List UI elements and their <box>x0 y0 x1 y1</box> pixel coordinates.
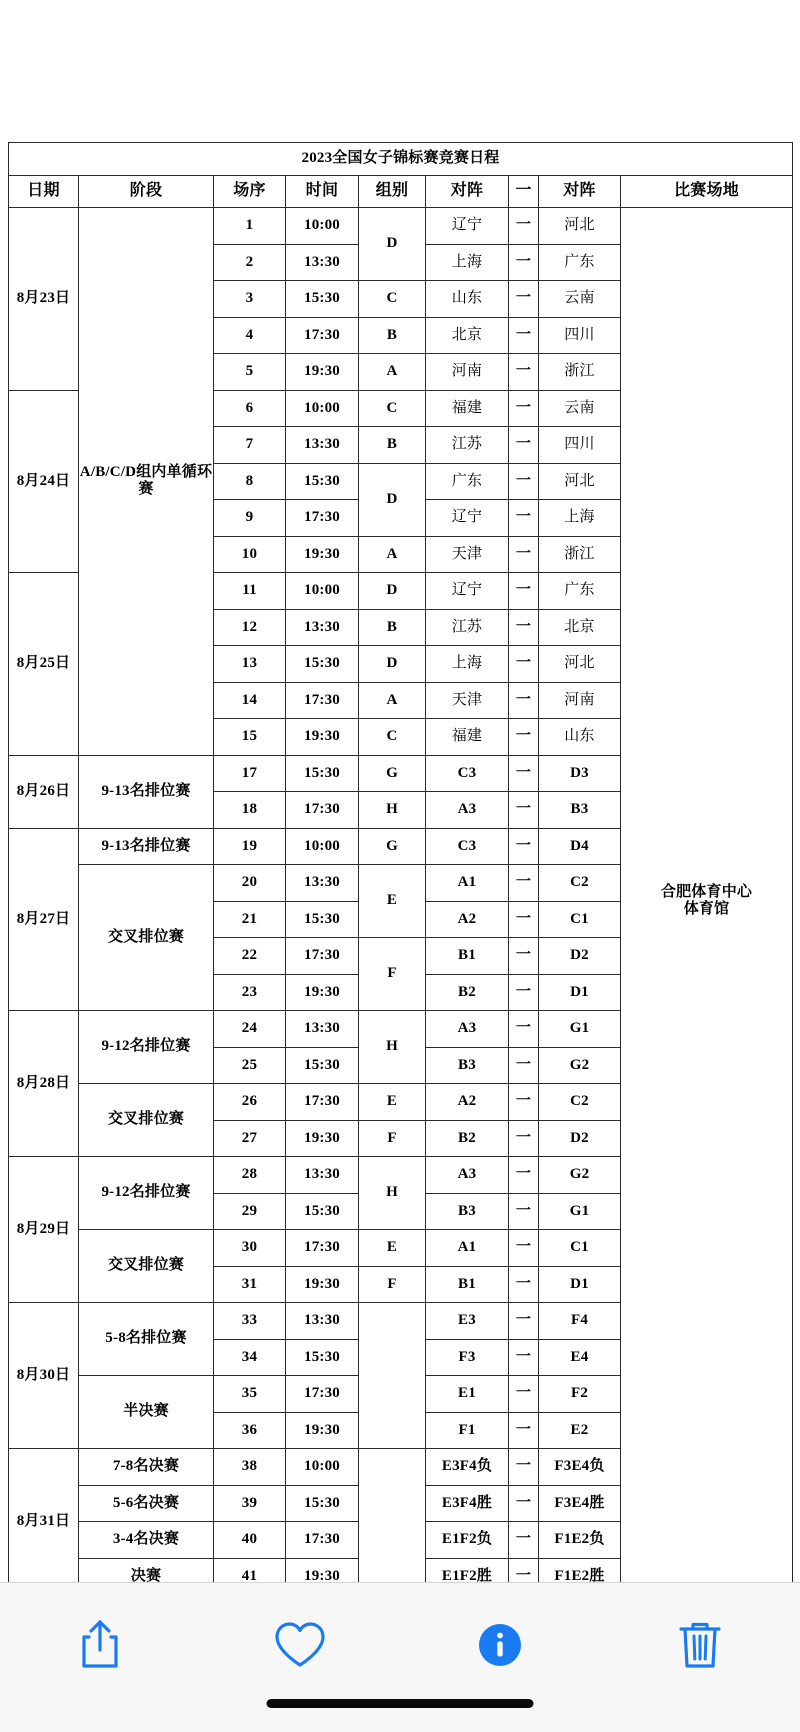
team-left: F1 <box>426 1412 509 1449</box>
team-right: E2 <box>539 1412 621 1449</box>
match-no: 34 <box>214 1339 286 1376</box>
team-left: C3 <box>426 828 509 865</box>
dash-cell: 一 <box>509 1522 539 1559</box>
team-left: 福建 <box>426 390 509 427</box>
bottom-toolbar <box>0 1582 800 1732</box>
match-time: 13:30 <box>286 427 359 464</box>
date-cell: 8月30日 <box>9 1303 79 1449</box>
date-cell: 8月26日 <box>9 755 79 828</box>
date-cell: 8月28日 <box>9 1011 79 1157</box>
group-cell: H <box>359 1011 426 1084</box>
group-cell: C <box>359 390 426 427</box>
column-header-dash: 一 <box>509 176 539 208</box>
dash-cell: 一 <box>509 1084 539 1121</box>
group-cell: F <box>359 1120 426 1157</box>
dash-cell: 一 <box>509 1011 539 1048</box>
dash-cell: 一 <box>509 1047 539 1084</box>
match-time: 13:30 <box>286 244 359 281</box>
match-no: 28 <box>214 1157 286 1194</box>
group-cell <box>359 1303 426 1449</box>
match-time: 15:30 <box>286 463 359 500</box>
team-left: 辽宁 <box>426 500 509 537</box>
group-cell <box>359 1449 426 1583</box>
match-time: 19:30 <box>286 1266 359 1303</box>
delete-button[interactable] <box>660 1612 740 1678</box>
match-time: 10:00 <box>286 208 359 245</box>
stage-cell: 决赛 <box>79 1558 214 1582</box>
match-time: 10:00 <box>286 828 359 865</box>
team-right: D1 <box>539 974 621 1011</box>
stage-cell: 9-12名排位赛 <box>79 1011 214 1084</box>
stage-cell: 5-8名排位赛 <box>79 1303 214 1376</box>
group-cell: C <box>359 281 426 318</box>
match-time: 19:30 <box>286 536 359 573</box>
venue-line-1: 合肥体育中心 <box>660 883 753 900</box>
match-no: 31 <box>214 1266 286 1303</box>
match-no: 26 <box>214 1084 286 1121</box>
team-left: B3 <box>426 1193 509 1230</box>
match-no: 11 <box>214 573 286 610</box>
match-no: 3 <box>214 281 286 318</box>
group-cell: G <box>359 755 426 792</box>
match-no: 6 <box>214 390 286 427</box>
match-no: 23 <box>214 974 286 1011</box>
team-left: 江苏 <box>426 427 509 464</box>
team-left: 上海 <box>426 244 509 281</box>
match-no: 5 <box>214 354 286 391</box>
match-time: 19:30 <box>286 974 359 1011</box>
dash-cell: 一 <box>509 390 539 427</box>
dash-cell: 一 <box>509 719 539 756</box>
dash-cell: 一 <box>509 281 539 318</box>
table-row <box>9 208 793 245</box>
match-no: 30 <box>214 1230 286 1267</box>
team-right: G2 <box>539 1157 621 1194</box>
column-header-team-right: 对阵 <box>539 176 621 208</box>
team-right: C2 <box>539 1084 621 1121</box>
match-time: 13:30 <box>286 1303 359 1340</box>
stage-cell: A/B/C/D组内单循环赛 <box>79 208 214 756</box>
team-left: A2 <box>426 1084 509 1121</box>
toolbar-actions <box>0 1605 800 1685</box>
team-right: 河北 <box>539 646 621 683</box>
column-header-stage: 阶段 <box>79 176 214 208</box>
dash-cell: 一 <box>509 1230 539 1267</box>
team-left: C3 <box>426 755 509 792</box>
dash-cell: 一 <box>509 1120 539 1157</box>
date-cell: 8月31日 <box>9 1449 79 1583</box>
team-left: 福建 <box>426 719 509 756</box>
column-header-time: 时间 <box>286 176 359 208</box>
group-cell: B <box>359 317 426 354</box>
match-no: 29 <box>214 1193 286 1230</box>
group-cell: D <box>359 463 426 536</box>
match-no: 15 <box>214 719 286 756</box>
dash-cell: 一 <box>509 609 539 646</box>
group-cell: A <box>359 682 426 719</box>
team-right: B3 <box>539 792 621 829</box>
dash-cell: 一 <box>509 1449 539 1486</box>
team-right: 上海 <box>539 500 621 537</box>
match-time: 15:30 <box>286 1193 359 1230</box>
match-time: 17:30 <box>286 1084 359 1121</box>
stage-cell: 半决赛 <box>79 1376 214 1449</box>
dash-cell: 一 <box>509 317 539 354</box>
info-icon <box>476 1621 524 1669</box>
stage-cell: 交叉排位赛 <box>79 865 214 1011</box>
column-header-venue: 比赛场地 <box>621 176 793 208</box>
dash-cell: 一 <box>509 865 539 902</box>
team-left: E3F4胜 <box>426 1485 509 1522</box>
team-right: F4 <box>539 1303 621 1340</box>
venue-line-2: 体育馆 <box>683 901 730 917</box>
match-no: 38 <box>214 1449 286 1486</box>
team-right: G1 <box>539 1193 621 1230</box>
team-right: C1 <box>539 1230 621 1267</box>
share-button[interactable] <box>60 1612 140 1678</box>
team-right: F1E2胜 <box>539 1558 621 1582</box>
date-cell: 8月29日 <box>9 1157 79 1303</box>
match-time: 17:30 <box>286 1522 359 1559</box>
match-time: 19:30 <box>286 719 359 756</box>
team-right: 河北 <box>539 208 621 245</box>
team-left: A1 <box>426 1230 509 1267</box>
team-left: F3 <box>426 1339 509 1376</box>
match-no: 1 <box>214 208 286 245</box>
stage-cell: 9-12名排位赛 <box>79 1157 214 1230</box>
team-left: A2 <box>426 901 509 938</box>
dash-cell: 一 <box>509 1157 539 1194</box>
info-button[interactable] <box>460 1612 540 1678</box>
match-no: 35 <box>214 1376 286 1413</box>
stage-cell: 9-13名排位赛 <box>79 755 214 828</box>
group-cell: C <box>359 719 426 756</box>
group-cell: B <box>359 609 426 646</box>
heart-icon <box>273 1620 327 1670</box>
match-no: 13 <box>214 646 286 683</box>
dash-cell: 一 <box>509 1376 539 1413</box>
match-no: 19 <box>214 828 286 865</box>
team-right: 云南 <box>539 390 621 427</box>
table-header-row <box>9 176 793 208</box>
match-time: 15:30 <box>286 1485 359 1522</box>
match-no: 22 <box>214 938 286 975</box>
match-time: 10:00 <box>286 1449 359 1486</box>
team-right: C2 <box>539 865 621 902</box>
match-no: 39 <box>214 1485 286 1522</box>
match-time: 15:30 <box>286 901 359 938</box>
dash-cell: 一 <box>509 1339 539 1376</box>
team-left: B1 <box>426 938 509 975</box>
dash-cell: 一 <box>509 646 539 683</box>
team-right: C1 <box>539 901 621 938</box>
team-left: 山东 <box>426 281 509 318</box>
stage-cell: 7-8名决赛 <box>79 1449 214 1486</box>
group-cell: A <box>359 354 426 391</box>
stage-cell: 9-13名排位赛 <box>79 828 214 865</box>
team-right: F3E4负 <box>539 1449 621 1486</box>
match-time: 15:30 <box>286 1339 359 1376</box>
team-left: E3 <box>426 1303 509 1340</box>
team-left: 江苏 <box>426 609 509 646</box>
team-right: G2 <box>539 1047 621 1084</box>
team-left: 辽宁 <box>426 208 509 245</box>
match-no: 18 <box>214 792 286 829</box>
team-right: F1E2负 <box>539 1522 621 1559</box>
match-no: 25 <box>214 1047 286 1084</box>
group-cell: E <box>359 865 426 938</box>
group-cell: H <box>359 1157 426 1230</box>
match-no: 21 <box>214 901 286 938</box>
match-no: 10 <box>214 536 286 573</box>
dash-cell: 一 <box>509 828 539 865</box>
match-time: 13:30 <box>286 1157 359 1194</box>
date-cell: 8月23日 <box>9 208 79 391</box>
team-right: 四川 <box>539 427 621 464</box>
team-left: B2 <box>426 974 509 1011</box>
team-right: D1 <box>539 1266 621 1303</box>
match-no: 41 <box>214 1558 286 1582</box>
team-left: 天津 <box>426 536 509 573</box>
team-left: E1F2胜 <box>426 1558 509 1582</box>
team-left: A1 <box>426 865 509 902</box>
dash-cell: 一 <box>509 500 539 537</box>
match-no: 12 <box>214 609 286 646</box>
match-time: 17:30 <box>286 500 359 537</box>
team-right: 浙江 <box>539 354 621 391</box>
match-time: 15:30 <box>286 755 359 792</box>
team-left: A3 <box>426 1011 509 1048</box>
match-time: 19:30 <box>286 1558 359 1582</box>
match-no: 9 <box>214 500 286 537</box>
dash-cell: 一 <box>509 536 539 573</box>
team-right: 云南 <box>539 281 621 318</box>
team-left: E3F4负 <box>426 1449 509 1486</box>
group-cell: G <box>359 828 426 865</box>
match-time: 19:30 <box>286 354 359 391</box>
match-time: 13:30 <box>286 609 359 646</box>
match-time: 15:30 <box>286 1047 359 1084</box>
dash-cell: 一 <box>509 1412 539 1449</box>
dash-cell: 一 <box>509 244 539 281</box>
group-cell: E <box>359 1230 426 1267</box>
match-time: 17:30 <box>286 317 359 354</box>
share-icon <box>76 1618 124 1672</box>
team-right: 河南 <box>539 682 621 719</box>
team-left: B2 <box>426 1120 509 1157</box>
venue-cell <box>621 208 793 1583</box>
team-right: D2 <box>539 938 621 975</box>
dash-cell: 一 <box>509 1303 539 1340</box>
group-cell: F <box>359 938 426 1011</box>
match-time: 15:30 <box>286 646 359 683</box>
group-cell: F <box>359 1266 426 1303</box>
match-time: 17:30 <box>286 938 359 975</box>
date-cell: 8月25日 <box>9 573 79 756</box>
dash-cell: 一 <box>509 1558 539 1582</box>
match-time: 17:30 <box>286 1376 359 1413</box>
match-no: 4 <box>214 317 286 354</box>
team-left: 辽宁 <box>426 573 509 610</box>
team-right: E4 <box>539 1339 621 1376</box>
schedule-table <box>8 142 793 1582</box>
team-left: A3 <box>426 1157 509 1194</box>
dash-cell: 一 <box>509 573 539 610</box>
team-right: 广东 <box>539 244 621 281</box>
group-cell: B <box>359 427 426 464</box>
team-left: E1 <box>426 1376 509 1413</box>
match-no: 8 <box>214 463 286 500</box>
match-no: 7 <box>214 427 286 464</box>
dash-cell: 一 <box>509 463 539 500</box>
stage-cell: 交叉排位赛 <box>79 1084 214 1157</box>
match-no: 40 <box>214 1522 286 1559</box>
match-time: 19:30 <box>286 1120 359 1157</box>
team-left: 河南 <box>426 354 509 391</box>
match-time: 10:00 <box>286 573 359 610</box>
team-right: F2 <box>539 1376 621 1413</box>
stage-cell: 5-6名决赛 <box>79 1485 214 1522</box>
title-row <box>9 143 793 176</box>
match-time: 17:30 <box>286 792 359 829</box>
team-right: 四川 <box>539 317 621 354</box>
group-cell: D <box>359 646 426 683</box>
dash-cell: 一 <box>509 792 539 829</box>
match-no: 2 <box>214 244 286 281</box>
column-header-team-left: 对阵 <box>426 176 509 208</box>
dash-cell: 一 <box>509 354 539 391</box>
dash-cell: 一 <box>509 1266 539 1303</box>
team-left: 广东 <box>426 463 509 500</box>
team-right: G1 <box>539 1011 621 1048</box>
dash-cell: 一 <box>509 974 539 1011</box>
team-right: 浙江 <box>539 536 621 573</box>
trash-icon <box>677 1619 723 1671</box>
team-left: 天津 <box>426 682 509 719</box>
match-time: 17:30 <box>286 682 359 719</box>
dash-cell: 一 <box>509 208 539 245</box>
team-left: 北京 <box>426 317 509 354</box>
stage-cell: 交叉排位赛 <box>79 1230 214 1303</box>
group-cell: H <box>359 792 426 829</box>
group-cell: E <box>359 1084 426 1121</box>
dash-cell: 一 <box>509 938 539 975</box>
match-no: 27 <box>214 1120 286 1157</box>
team-right: 河北 <box>539 463 621 500</box>
match-no: 36 <box>214 1412 286 1449</box>
match-time: 19:30 <box>286 1412 359 1449</box>
date-cell: 8月27日 <box>9 828 79 1011</box>
column-header-group: 组别 <box>359 176 426 208</box>
match-time: 13:30 <box>286 1011 359 1048</box>
team-right: D4 <box>539 828 621 865</box>
team-right: 山东 <box>539 719 621 756</box>
column-header-date: 日期 <box>9 176 79 208</box>
dash-cell: 一 <box>509 1193 539 1230</box>
column-header-match-no: 场序 <box>214 176 286 208</box>
team-left: B1 <box>426 1266 509 1303</box>
team-right: 北京 <box>539 609 621 646</box>
group-cell: D <box>359 208 426 281</box>
match-no: 20 <box>214 865 286 902</box>
dash-cell: 一 <box>509 682 539 719</box>
match-no: 24 <box>214 1011 286 1048</box>
dash-cell: 一 <box>509 901 539 938</box>
team-right: D3 <box>539 755 621 792</box>
team-left: A3 <box>426 792 509 829</box>
page-title: 2023全国女子锦标赛竞赛日程 <box>9 143 793 176</box>
team-right: 广东 <box>539 573 621 610</box>
match-no: 14 <box>214 682 286 719</box>
dash-cell: 一 <box>509 1485 539 1522</box>
match-time: 15:30 <box>286 281 359 318</box>
dash-cell: 一 <box>509 427 539 464</box>
match-time: 10:00 <box>286 390 359 427</box>
home-indicator <box>267 1699 534 1708</box>
match-time: 13:30 <box>286 865 359 902</box>
match-time: 17:30 <box>286 1230 359 1267</box>
favorite-button[interactable] <box>260 1612 340 1678</box>
stage-cell: 3-4名决赛 <box>79 1522 214 1559</box>
group-cell: A <box>359 536 426 573</box>
team-left: E1F2负 <box>426 1522 509 1559</box>
date-cell: 8月24日 <box>9 390 79 573</box>
team-right: D2 <box>539 1120 621 1157</box>
dash-cell: 一 <box>509 755 539 792</box>
team-right: F3E4胜 <box>539 1485 621 1522</box>
group-cell: D <box>359 573 426 610</box>
match-no: 33 <box>214 1303 286 1340</box>
team-left: 上海 <box>426 646 509 683</box>
team-left: B3 <box>426 1047 509 1084</box>
match-no: 17 <box>214 755 286 792</box>
